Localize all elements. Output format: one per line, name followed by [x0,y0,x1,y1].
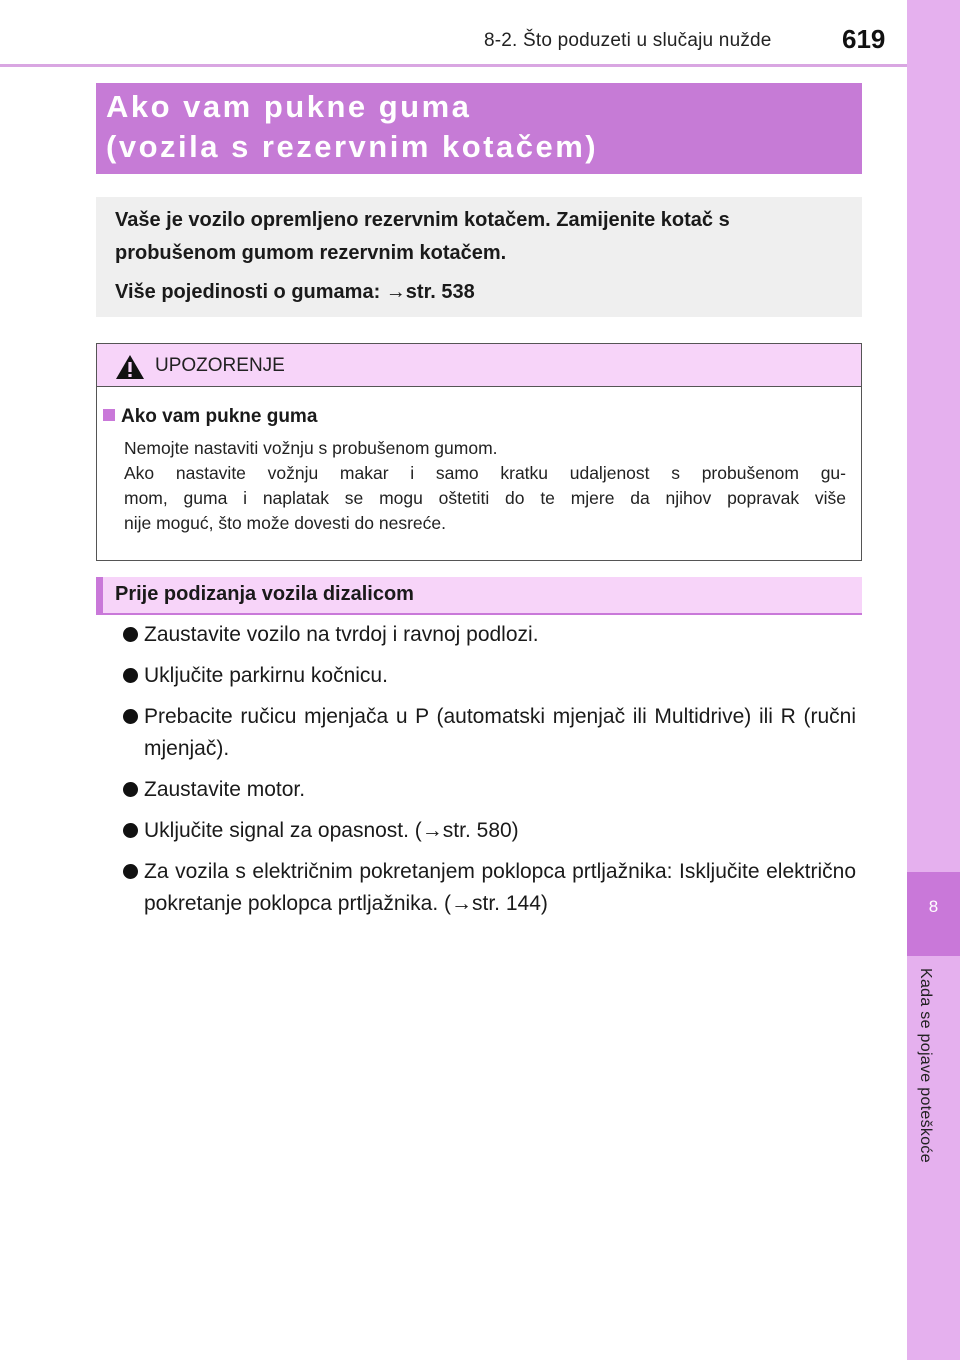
header-divider [0,64,907,67]
list-item-text: Za vozila s električnim pokretanjem poklopca prtljažnika: Isključite električno pokretanje poklopca prtljažnika. (→str. 144) [144,860,856,915]
list-item-text: Uključite parkirnu kočnicu. [144,664,388,687]
list-item-text: Prebacite ručicu mjenjača u P (automatski mjenjač ili Multidrive) ili R (ručni mjenjač). [144,705,856,760]
list-item-text: Zaustavite vozilo na tvrdoj i ravnoj podlozi. [144,623,539,646]
warning-subheading [103,406,317,428]
bullet-dot-icon [123,782,138,797]
list-item [123,815,856,847]
chapter-title: Kada se pojave poteškoće [917,968,934,1163]
page-number: 619 [842,24,886,54]
warning-line: Ako nastavite vožnju makar i samo kratku udaljenost s probušenom gu- [124,463,846,483]
list-item [123,856,856,920]
section-heading-bar [96,577,103,613]
title-line-2: (vozila s rezervnim kotačem) [106,129,599,164]
intro-line-1: Vaše je vozilo opremljeno rezervnim kotačem. Zamijenite kotač s [115,209,730,231]
title-banner [96,83,862,174]
bullet-list [123,619,856,929]
list-item-text: Zaustavite motor. [144,778,306,801]
list-item [123,701,856,765]
section-title: Prije podizanja vozila dizalicom [115,583,414,605]
list-item [123,774,856,806]
list-item [123,660,856,692]
warning-subheading-text: Ako vam pukne guma [121,406,318,427]
bullet-dot-icon [123,864,138,879]
intro-line-3: Više pojedinosti o gumama: →str. 538 [115,281,475,303]
warning-line: mom, guma i naplatak se mogu oštetiti do te mjere da njihov popravak više [124,488,846,508]
warning-box [96,343,862,561]
intro-line-2: probušenom gumom rezervnim kotačem. [115,242,507,264]
warning-line: Nemojte nastaviti vožnju s probušenom gumom. [124,438,498,458]
bullet-dot-icon [123,709,138,724]
title-line-1: Ako vam pukne guma [106,89,472,124]
list-item-text: Uključite signal za opasnost. (→str. 580) [144,819,519,842]
square-bullet-icon [103,409,115,421]
header-section-title: 8-2. Što poduzeti u slučaju nužde [484,30,772,51]
intro-box [96,197,862,317]
warning-header [97,344,861,387]
chapter-number: 8 [928,897,939,916]
bullet-dot-icon [123,823,138,838]
list-item [123,619,856,651]
bullet-dot-icon [123,627,138,642]
bullet-dot-icon [123,668,138,683]
warning-line: nije moguć, što može dovesti do nesreće. [124,513,446,533]
warning-label: UPOZORENJE [155,355,285,376]
section-heading [96,577,862,615]
warning-triangle-icon [115,354,145,385]
warning-text [124,436,846,536]
